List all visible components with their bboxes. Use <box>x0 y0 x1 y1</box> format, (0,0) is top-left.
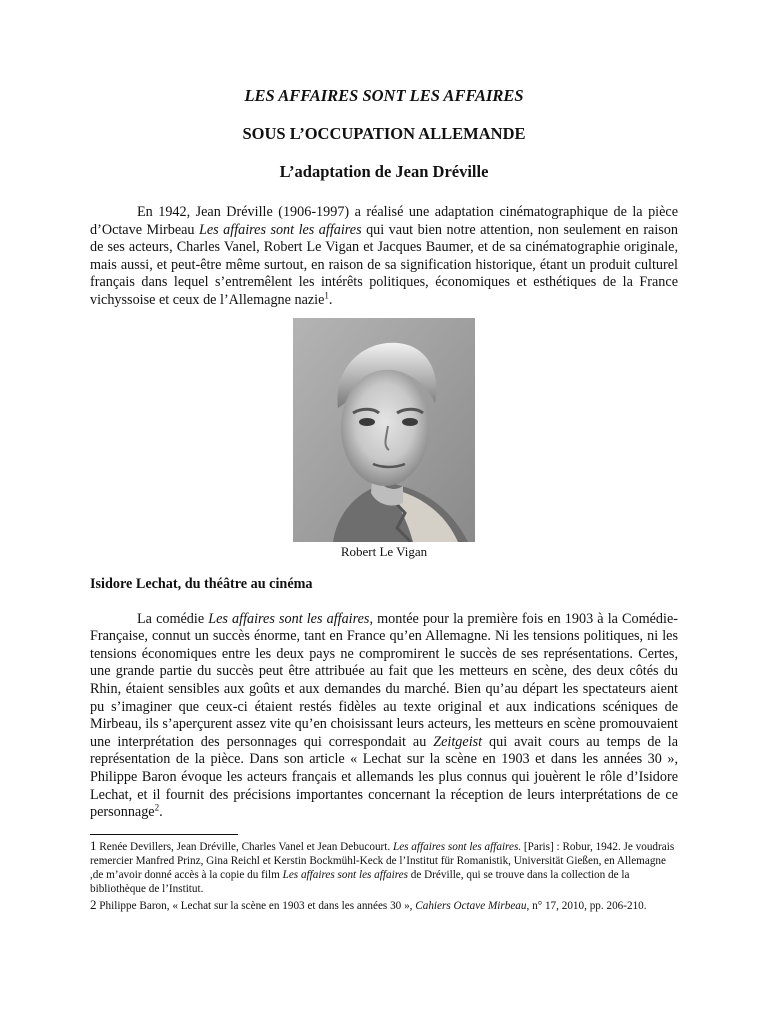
main-title: LES AFFAIRES SONT LES AFFAIRES <box>244 86 524 105</box>
journal-title: Cahiers Octave Mirbeau <box>415 899 527 912</box>
text-run: , montée pour la première fois en 1903 à la Comédie-Française, connut un succès énorme, tant en France qu’en Allemagne. Ni les tensions politiques, ni les tensions économiques entre les deux pays ne compromirent le succès de ses représentations. Certes, une grande partie du succès peut être attribuée au fait que les metteurs en scène, des deux côtés du Rhin, étaient sensibles aux goûts et aux demandes du marché. Bien qu’au départ les spectateurs aient pu s’imaginer que ceux-ci étaient restés fidèles au texte original et aux indications scéniques de Mirbeau, ils s’aperçurent assez vite qu’en choisissant leurs acteurs, les metteurs en scène promouvaient une interprétation des personnages qui correspondait au <box>90 610 678 750</box>
text-run: de Dréville, qui se trouve dans la collection de la bibliothèque de l’Institut. <box>90 868 630 895</box>
play-title: Les affaires sont les affaires <box>198 221 362 238</box>
footnote-number: 1 <box>90 837 97 853</box>
film-title: Les affaires sont les affaires <box>282 868 408 881</box>
text-run: En 1942, Jean Dréville (1906-1997) a réalisé une adaptation cinématographique de la pièce d’Octave Mirbeau <box>90 204 678 238</box>
footnote-separator <box>90 834 238 835</box>
portrait-image <box>293 318 475 542</box>
text-run: . <box>159 804 163 821</box>
footnotes <box>90 839 678 913</box>
text-run: qui vaut bien notre attention, non seulement en raison de ses acteurs, Charles Vanel, Robert Le Vigan et Jacques Baumer, et de sa cinématographie originale, mais aussi, et peut-être même surtout, en raison de sa signification historique, étant un produit culturel français dans lequel s’entremêlent les intérêts politiques, économiques et esthétiques de la France vichyssoise et ceux de l’Allemagne nazie <box>90 221 678 308</box>
film-title: Les affaires sont les affaires. <box>392 840 522 853</box>
footnote-ref-2[interactable]: 2 <box>154 802 160 813</box>
text-run: qui avait cours au temps de la représentation de la pièce. Dans son article « Lechat sur la scène en 1903 et dans les années 30 », Philippe Baron évoque les acteurs français et allemands les plus connus qui jouèrent le rôle d’Isidore Lechat, et il fournit des précisions importantes concernant la réception de leurs interprétations de ce personnage <box>90 733 678 821</box>
text-run: . <box>328 291 333 308</box>
photo-caption: Robert Le Vigan <box>340 543 428 559</box>
portrait-photo <box>293 318 475 542</box>
footnote-ref-1[interactable]: 1 <box>324 290 329 301</box>
footnote-2 <box>90 898 678 913</box>
text-run: [Paris] : Robur, 1942. Je voudrais remercier Manfred Prinz, Gina Reichl et Kerstin Bockmühl-Keck de l’Institut für Romanistik, Universität Gießen, en Allemagne ,de m’avoir donné accès à la copie du film <box>90 840 675 881</box>
document-page <box>90 86 678 915</box>
term-zeitgeist: Zeitgeist <box>433 733 483 750</box>
footnote-1 <box>90 839 678 896</box>
subtitle: SOUS L’OCCUPATION ALLEMANDE <box>242 124 526 143</box>
intro-paragraph <box>90 204 678 310</box>
text-run: , n° 17, 2010, pp. 206-210. <box>526 899 647 912</box>
body-paragraph <box>90 611 678 822</box>
text-run: Philippe Baron, « Lechat sur la scène en 1903 et dans les années 30 », <box>96 899 416 912</box>
portrait-figure <box>90 318 678 560</box>
text-run: Renée Devillers, Jean Dréville, Charles Vanel et Jean Debucourt. <box>96 840 393 853</box>
section-title: L’adaptation de Jean Dréville <box>279 162 489 181</box>
footnote-number: 2 <box>90 896 97 912</box>
play-title: Les affaires sont les affaires <box>208 610 370 627</box>
section-heading: Isidore Lechat, du théâtre au cinéma <box>90 575 313 592</box>
text-run: La comédie <box>137 610 209 627</box>
